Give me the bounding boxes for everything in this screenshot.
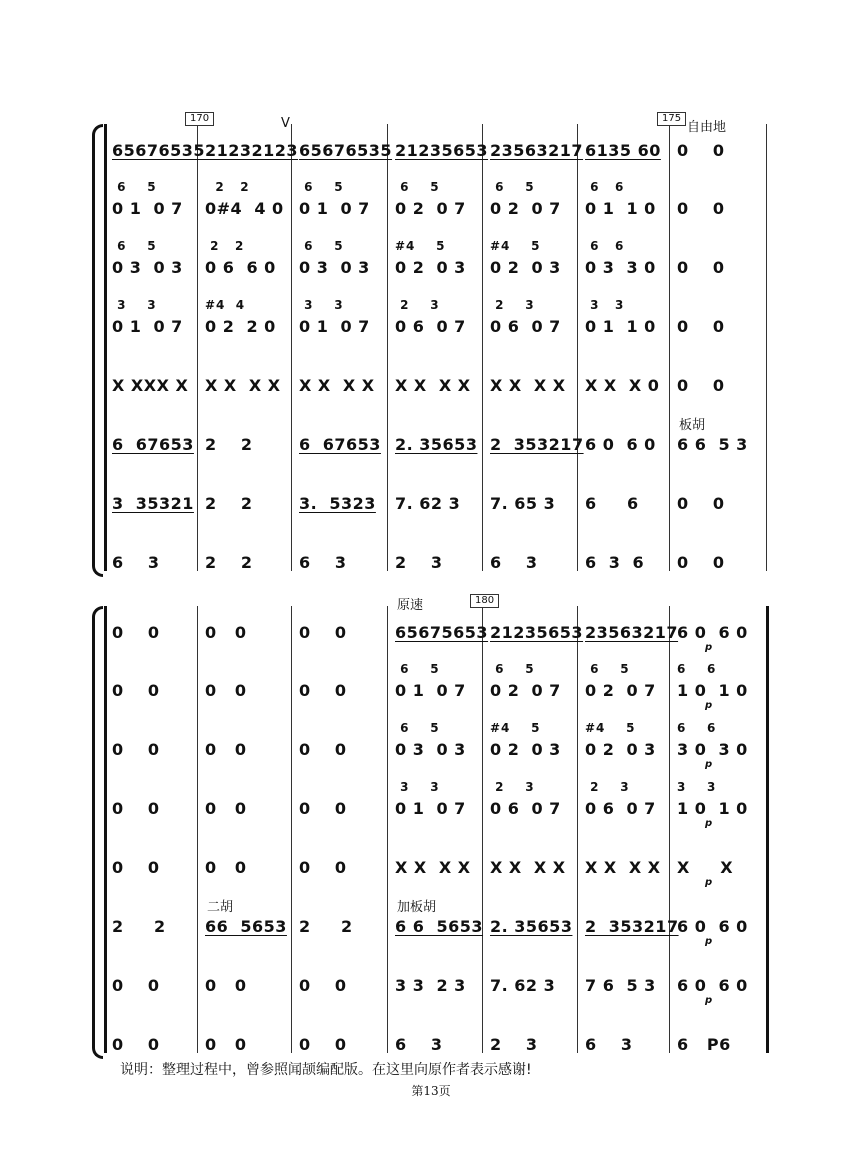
barline: [482, 124, 483, 571]
barline: [197, 606, 198, 1053]
note-cell: 7. 65 3: [490, 494, 556, 513]
octave-marks: 2 3: [490, 780, 535, 794]
dynamic-mark: p: [705, 936, 713, 947]
instrument-label: 二胡: [207, 900, 234, 915]
note-cell: 0 3 0 3: [299, 258, 370, 277]
note-cell: 6 67653: [299, 435, 381, 454]
note-cell: 0 0: [112, 976, 160, 995]
octave-marks: 6 5: [299, 239, 344, 253]
note-cell: 0 1 0 7: [112, 199, 183, 218]
dynamic-mark: p: [705, 995, 713, 1006]
octave-marks: 2 2: [205, 239, 245, 253]
note-cell: 2 2: [205, 553, 253, 572]
dynamic-mark: p: [705, 877, 713, 888]
note-cell: 6 3: [112, 553, 160, 572]
octave-marks: 6 6: [585, 239, 625, 253]
octave-marks: 6 6: [585, 180, 625, 194]
note-cell: 6 0 6 0: [677, 623, 748, 642]
system-brace: [92, 606, 103, 1059]
note-cell: 3. 5323: [299, 494, 376, 513]
note-cell: 0 0: [112, 858, 160, 877]
rehearsal-mark: 170: [185, 112, 214, 126]
instrument-label: 自由地: [687, 120, 727, 135]
note-cell: 6 0 6 0: [585, 435, 656, 454]
barline: [104, 124, 107, 571]
note-cell: 2 3: [490, 1035, 538, 1054]
note-cell: 0 0: [677, 199, 725, 218]
note-cell: 66 5653: [205, 917, 287, 936]
note-cell: 0 0: [112, 740, 160, 759]
instrument-label: 加板胡: [397, 900, 437, 915]
note-cell: 0 6 6 0: [205, 258, 276, 277]
barline: [197, 124, 198, 571]
octave-marks: 3 3: [585, 298, 625, 312]
note-cell: 23563217: [490, 141, 584, 160]
barline: [104, 606, 107, 1053]
octave-marks: 2 3: [395, 298, 440, 312]
barline: [387, 606, 388, 1053]
note-cell: 0 0: [205, 858, 247, 877]
barline: [577, 606, 578, 1053]
note-cell: X X X X: [205, 376, 281, 395]
octave-marks: 6 6: [677, 662, 717, 676]
note-cell: 1 0 1 0: [677, 799, 748, 818]
note-cell: 6 3: [299, 553, 347, 572]
note-cell: 0 0: [299, 1035, 347, 1054]
note-cell: 0 6 0 7: [395, 317, 466, 336]
note-cell: 0 2 0 7: [585, 681, 656, 700]
octave-marks: #4 5: [585, 721, 636, 735]
note-cell: 0 0: [677, 376, 725, 395]
note-cell: 2 353217: [490, 435, 584, 454]
note-cell: 65676535: [112, 141, 206, 160]
dynamic-mark: p: [705, 700, 713, 711]
instrument-label: 原速: [397, 598, 424, 613]
note-cell: X X X X: [585, 858, 661, 877]
dynamic-mark: p: [705, 818, 713, 829]
note-cell: 2 2: [299, 917, 353, 936]
page-number: 第13页: [411, 1084, 451, 1098]
note-cell: 0 6 0 7: [490, 799, 561, 818]
note-cell: 21235653: [395, 141, 489, 160]
system-brace: [92, 124, 103, 577]
instrument-label: 板胡: [679, 418, 706, 433]
note-cell: 0 1 0 7: [299, 199, 370, 218]
note-cell: 7 6 5 3: [585, 976, 656, 995]
note-cell: 2. 35653: [395, 435, 478, 454]
barline: [291, 606, 292, 1053]
octave-marks: 6 5: [585, 662, 630, 676]
note-cell: X XXX X: [112, 376, 189, 395]
octave-marks: 6 5: [395, 721, 440, 735]
note-cell: 0 6 0 7: [585, 799, 656, 818]
note-cell: 0 0: [677, 258, 725, 277]
barline: [766, 124, 767, 571]
note-cell: 0 0: [205, 799, 247, 818]
note-cell: 0 0: [299, 799, 347, 818]
system: [0, 595, 862, 1057]
note-cell: 0 0: [677, 553, 725, 572]
note-cell: 6 67653: [112, 435, 194, 454]
note-cell: 6 3 6: [585, 553, 645, 572]
note-cell: 0 6 0 7: [490, 317, 561, 336]
note-cell: X X X X: [490, 376, 566, 395]
octave-marks: 6 5: [395, 662, 440, 676]
note-cell: 0 2 0 7: [490, 199, 561, 218]
note-cell: 0 2 0 3: [585, 740, 656, 759]
barline: [291, 124, 292, 571]
note-cell: 0 0: [205, 740, 247, 759]
note-cell: 0 1 0 7: [299, 317, 370, 336]
note-cell: 0 3 3 0: [585, 258, 656, 277]
octave-marks: 6 5: [112, 180, 157, 194]
octave-marks: 3 3: [677, 780, 717, 794]
note-cell: X X X X: [395, 376, 471, 395]
barline: [669, 606, 670, 1053]
note-cell: 2 2: [205, 435, 253, 454]
note-cell: 0#4 4 0: [205, 199, 284, 218]
octave-marks: 6 5: [490, 180, 535, 194]
note-cell: 3 35321: [112, 494, 194, 513]
octave-marks: 6 5: [395, 180, 440, 194]
note-cell: X X X X: [395, 858, 471, 877]
note-cell: 0 0: [299, 623, 347, 642]
note-cell: 6 3: [490, 553, 538, 572]
note-cell: X X X X: [299, 376, 375, 395]
note-cell: 65675653: [395, 623, 489, 642]
note-cell: 3 3 2 3: [395, 976, 466, 995]
barline: [577, 124, 578, 571]
note-cell: 6135 60: [585, 141, 661, 160]
note-cell: 0 2 0 7: [395, 199, 466, 218]
octave-marks: 3 3: [112, 298, 157, 312]
note-cell: 0 2 0 3: [395, 258, 466, 277]
note-cell: 2 2: [205, 494, 253, 513]
note-cell: 0 0: [205, 623, 247, 642]
note-cell: 0 0: [205, 976, 247, 995]
octave-marks: 6 6: [677, 721, 717, 735]
barline: [766, 606, 769, 1053]
note-cell: 0 0: [677, 494, 725, 513]
octave-marks: 6 5: [490, 662, 535, 676]
note-cell: 0 2 2 0: [205, 317, 276, 336]
note-cell: 21235653: [490, 623, 584, 642]
rehearsal-mark: 175: [657, 112, 686, 126]
octave-marks: 2 2: [205, 180, 250, 194]
note-cell: 0 0: [205, 681, 247, 700]
note-cell: 0 2 0 3: [490, 258, 561, 277]
note-cell: 2 3: [395, 553, 443, 572]
note-cell: 2. 35653: [490, 917, 573, 936]
note-cell: 7. 62 3: [490, 976, 556, 995]
note-cell: 0 0: [677, 317, 725, 336]
octave-marks: #4 5: [395, 239, 446, 253]
octave-marks: 2 3: [585, 780, 630, 794]
note-cell: 2 2: [112, 917, 166, 936]
note-cell: 0 1 1 0: [585, 317, 656, 336]
note-cell: 0 0: [112, 623, 160, 642]
rehearsal-mark: 180: [470, 594, 499, 608]
note-cell: X X: [677, 858, 734, 877]
system: [0, 113, 862, 575]
note-cell: 0 3 0 3: [112, 258, 183, 277]
note-cell: 0 0: [677, 141, 725, 160]
note-cell: 0 1 1 0: [585, 199, 656, 218]
footnote: 说明：整理过程中，曾参照闻颉编配版。在这里向原作者表示感谢!: [120, 1062, 532, 1078]
octave-marks: 3 3: [395, 780, 440, 794]
octave-marks: #4 5: [490, 239, 541, 253]
note-cell: 6 6 5653: [395, 917, 484, 936]
octave-marks: 2 3: [490, 298, 535, 312]
note-cell: 0 0: [112, 799, 160, 818]
note-cell: 21232123: [205, 141, 299, 160]
note-cell: 0 0: [299, 976, 347, 995]
note-cell: 0 0: [299, 681, 347, 700]
note-cell: 23563217: [585, 623, 679, 642]
octave-marks: 3 3: [299, 298, 344, 312]
note-cell: 0 2 0 3: [490, 740, 561, 759]
note-cell: X X X X: [490, 858, 566, 877]
note-cell: X X X 0: [585, 376, 660, 395]
note-cell: 6 3: [585, 1035, 633, 1054]
note-cell: 0 0: [112, 1035, 160, 1054]
barline: [482, 606, 483, 1053]
note-cell: 1 0 1 0: [677, 681, 748, 700]
note-cell: 7. 62 3: [395, 494, 461, 513]
note-cell: 65676535: [299, 141, 393, 160]
octave-marks: #4 4: [205, 298, 246, 312]
dynamic-mark: p: [705, 759, 713, 770]
note-cell: 6 0 6 0: [677, 976, 748, 995]
note-cell: 2 353217: [585, 917, 679, 936]
dynamic-mark: p: [705, 642, 713, 653]
note-cell: 6 6 5 3: [677, 435, 748, 454]
note-cell: 0 0: [299, 740, 347, 759]
instrument-label: V: [281, 116, 290, 131]
note-cell: 0 0: [205, 1035, 247, 1054]
note-cell: 6 6: [585, 494, 639, 513]
note-cell: 0 1 0 7: [395, 681, 466, 700]
note-cell: 0 1 0 7: [112, 317, 183, 336]
octave-marks: 6 5: [112, 239, 157, 253]
note-cell: 3 0 3 0: [677, 740, 748, 759]
note-cell: 6 3: [395, 1035, 443, 1054]
note-cell: 0 3 0 3: [395, 740, 466, 759]
octave-marks: #4 5: [490, 721, 541, 735]
octave-marks: 6 5: [299, 180, 344, 194]
note-cell: 6 P6: [677, 1035, 731, 1054]
note-cell: 0 1 0 7: [395, 799, 466, 818]
note-cell: 0 2 0 7: [490, 681, 561, 700]
barline: [669, 124, 670, 571]
note-cell: 6 0 6 0: [677, 917, 748, 936]
barline: [387, 124, 388, 571]
note-cell: 0 0: [112, 681, 160, 700]
note-cell: 0 0: [299, 858, 347, 877]
